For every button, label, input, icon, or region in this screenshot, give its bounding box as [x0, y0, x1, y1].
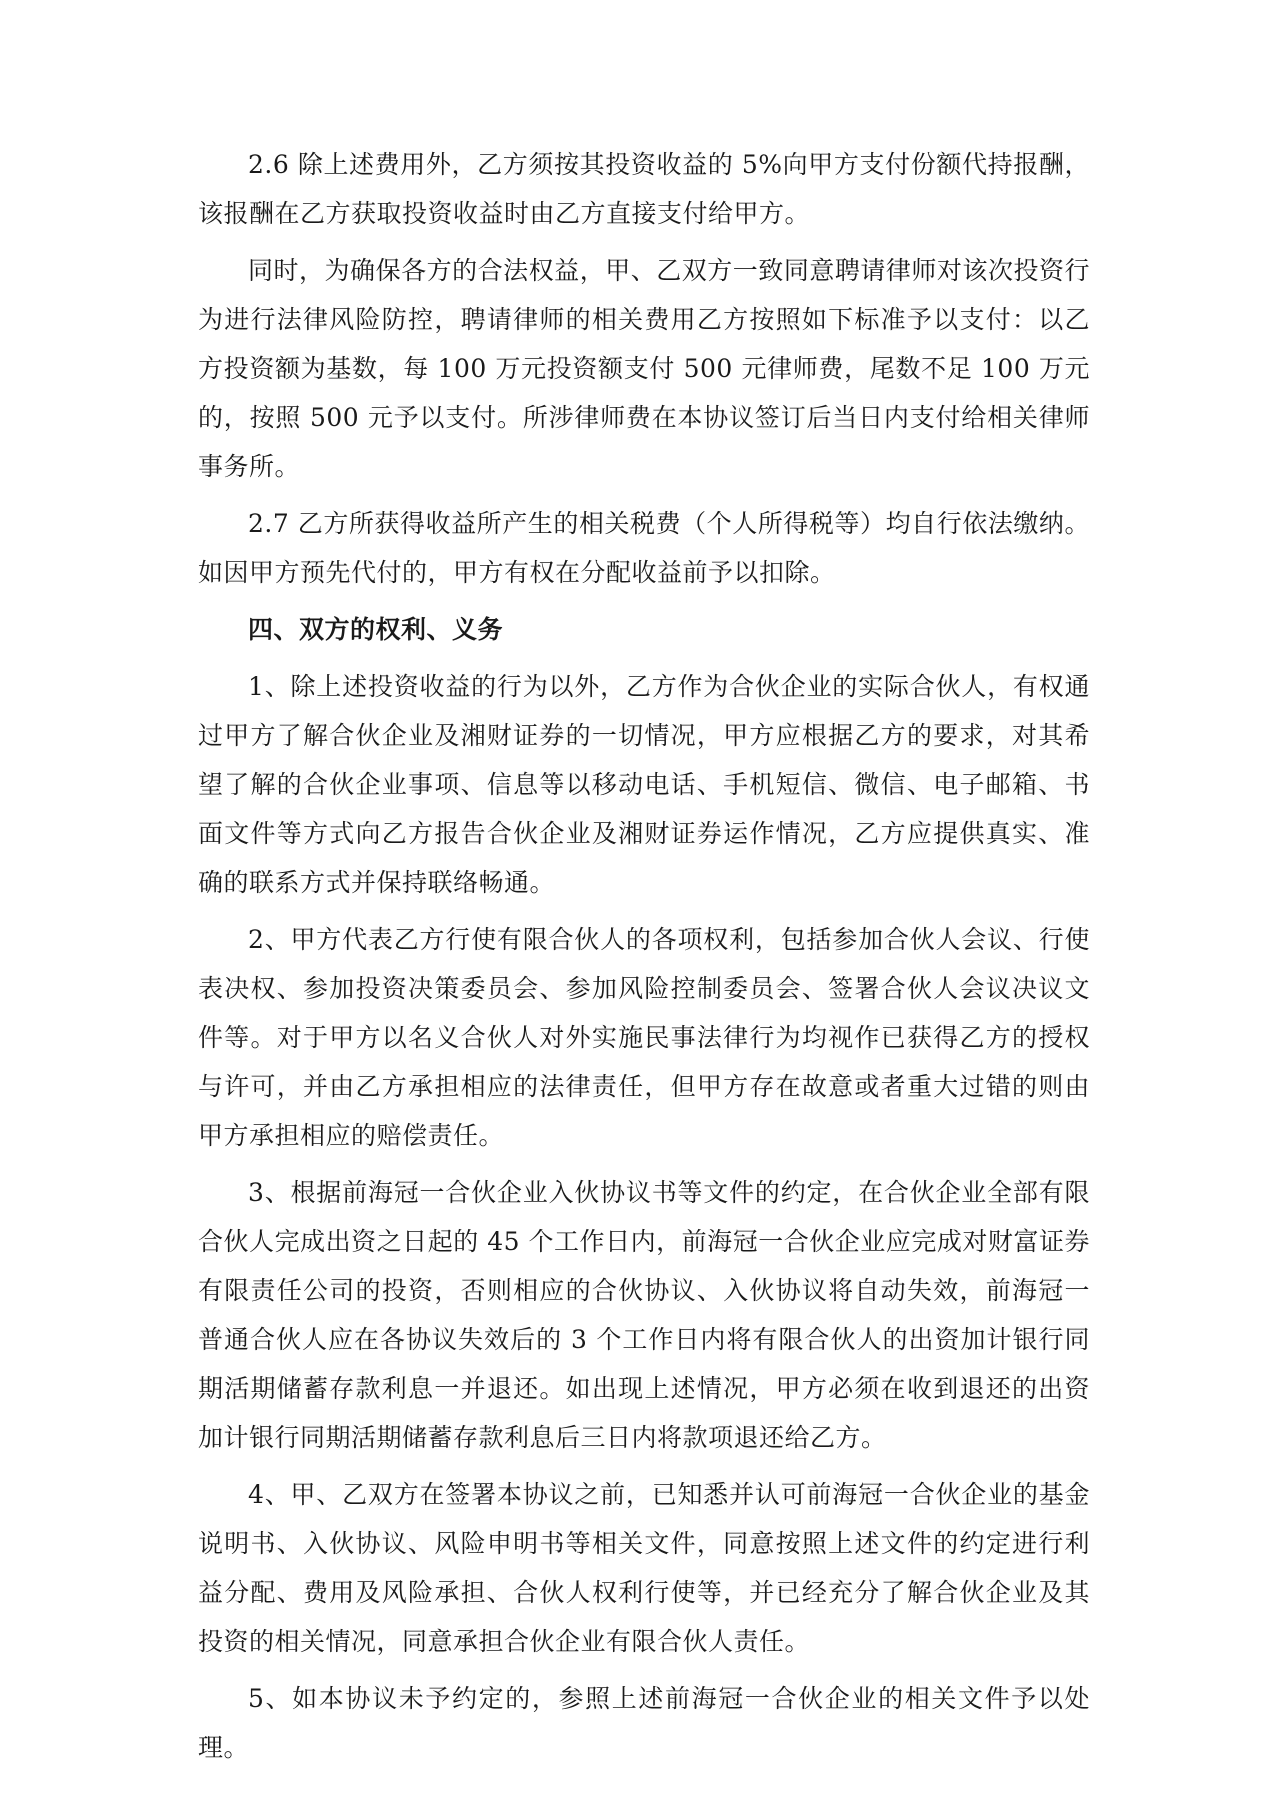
obligation-item-1: 1、除上述投资收益的行为以外，乙方作为合伙企业的实际合伙人，有权通过甲方了解合伙企业及湘财证券的一切情况，甲方应根据乙方的要求，对其希望了解的合伙企业事项、信息等以移动电话、手机短信、微信、电子邮箱、书面文件等方式向乙方报告合伙企业及湘财证券运作情况，乙方应提供真实、准确的联系方式并保持联络畅通。	[198, 672, 1090, 897]
clause-2-6: 2.6 除上述费用外，乙方须按其投资收益的 5%向甲方支付份额代持报酬，该报酬在乙方获取投资收益时由乙方直接支付给甲方。	[198, 150, 1090, 228]
document-page	[198, 140, 1090, 1772]
obligation-item-3: 3、根据前海冠一合伙企业入伙协议书等文件的约定，在合伙企业全部有限合伙人完成出资之日起的 45 个工作日内，前海冠一合伙企业应完成对财富证券有限责任公司的投资，否则相应的合伙协议、入伙协议将自动失效，前海冠一普通合伙人应在各协议失效后的 3 个工作日内将有限合伙人的出资加计银行同期活期储蓄存款利息一并退还。如出现上述情况，甲方必须在收到退还的出资加计银行同期活期储蓄存款利息后三日内将款项退还给乙方。	[198, 1178, 1090, 1452]
obligation-item-4: 4、甲、乙双方在签署本协议之前，已知悉并认可前海冠一合伙企业的基金说明书、入伙协议、风险申明书等相关文件，同意按照上述文件的约定进行利益分配、费用及风险承担、合伙人权利行使等，并已经充分了解合伙企业及其投资的相关情况，同意承担合伙企业有限合伙人责任。	[198, 1480, 1090, 1656]
obligation-item-2: 2、甲方代表乙方行使有限合伙人的各项权利，包括参加合伙人会议、行使表决权、参加投资决策委员会、参加风险控制委员会、签署合伙人会议决议文件等。对于甲方以名义合伙人对外实施民事法律行为均视作已获得乙方的授权与许可，并由乙方承担相应的法律责任，但甲方存在故意或者重大过错的则由甲方承担相应的赔偿责任。	[198, 925, 1090, 1150]
section-heading-rights-obligations: 四、双方的权利、义务	[248, 615, 504, 644]
lawyer-fee-paragraph: 同时，为确保各方的合法权益，甲、乙双方一致同意聘请律师对该次投资行为进行法律风险防控，聘请律师的相关费用乙方按照如下标准予以支付：以乙方投资额为基数，每 100 万元投资额支付 500 元律师费，尾数不足 100 万元的，按照 500 元予以支付。所涉律师费在本协议签订后当日内支付给相关律师事务所。	[198, 256, 1090, 481]
clause-2-7: 2.7 乙方所获得收益所产生的相关税费（个人所得税等）均自行依法缴纳。如因甲方预先代付的，甲方有权在分配收益前予以扣除。	[198, 509, 1090, 587]
obligation-item-5: 5、如本协议未予约定的，参照上述前海冠一合伙企业的相关文件予以处理。	[198, 1684, 1090, 1762]
